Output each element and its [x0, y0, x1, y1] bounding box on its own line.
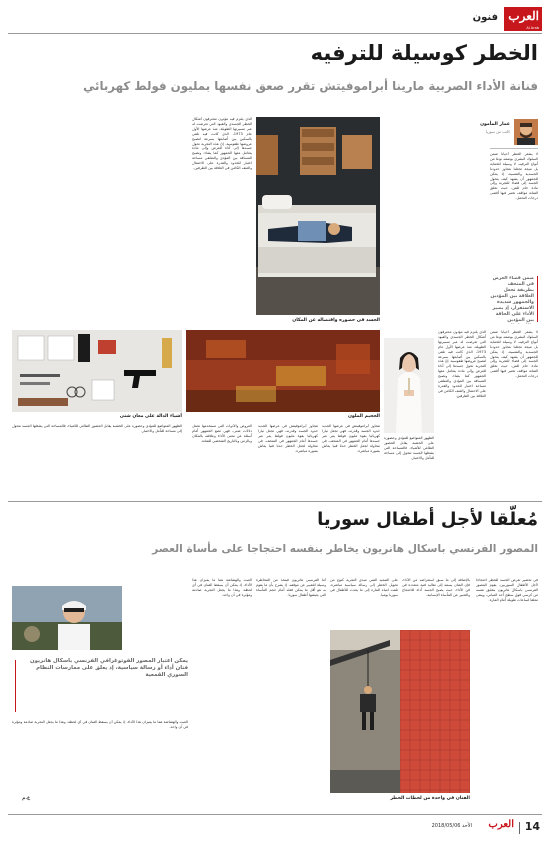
article2-col-3: على الصعيد الفني تتبدى التجربة كنوع من تحويل الخطر إلى رسالة سياسية مباشرة، تلفت انتباه المارة إلى ما يحدث للأطفال في سوريا يوميا.: [330, 578, 398, 597]
article2-subheadline: المصور الفرنسي باسكال هانريون يخاطر بنفسه احتجاجا على مأساة العصر: [152, 543, 538, 555]
article2-col-4: أما الفرنسي هانريون فيتخذ من المخاطرة وسيلة للتعبير عن موقفه، إذ يصرح بأن ما يقوم به هو أقل ما يمكن فعله أمام حجم المأساة التي يعيشها أطفال سوريا.: [256, 578, 326, 597]
hanging-photo: [330, 630, 470, 793]
footer-page-number: 14: [524, 820, 540, 833]
footer-date: الأحد 2018/05/06: [431, 823, 472, 829]
bed-installation-image: [256, 117, 380, 315]
caption-pile-photo: الجحيم الملون: [347, 414, 380, 419]
footer-separator: [519, 822, 520, 834]
tools-photo: [12, 330, 182, 412]
article2-col-5: العبث والهشاشة هما ما يميزان هذا الأداء، إذ يمكن أن يسقط الفنان في أي لحظة، وهذا ما يجعل التجربة صادمة ومؤثرة في آن واحد.: [192, 578, 252, 597]
article-divider: [8, 501, 542, 502]
article2-pullquote: يمكن اعتبار المصور الفوتوغرافي الفرنسي باسكال هانريون فنان أداء أو رسالة سياسية، إذ يعلق على ممارسات النظام السوري القمعية: [29, 658, 188, 678]
article1-body-right: لا يشعر الخطر أحيانا ضمن السلوك البشري بوصفه نوعا من أنواع الترفيه، لا وسيلة للحماية بل نتيجة تجعلنا نتجاوز حدودنا الجسدية والنفسية، إذ يمكن للجمهور أن يشهد كيف يتحول الجسد إلى فضاء للتجربة وإلى مادة خام للفن، حيث تخلق الفنانة مواقف تختبر فيها أقصى درجات التحمل.: [490, 152, 538, 201]
masthead-logo: [504, 7, 542, 31]
caption-main-photo: الجسد في حضوره واقتصاله عن المكان: [292, 318, 380, 323]
footer-rule: [8, 814, 542, 815]
author-role: كاتب من سوريا: [485, 129, 510, 134]
article2-headline: مُعلّقا لأجل أطفال سوريا: [317, 509, 538, 530]
article1-bottom-col-4: العروض والأدوات التي تستخدمها تحمل دلالات شتى، فهي تضع الجمهور أمام أسئلة عن معنى الأداء وعلاقته بالمكان وبالزمن وبالتاريخ الشخصي للفنانة.: [192, 424, 252, 443]
article1-subheadline: فنانة الأداء الصربية مارينا أبراموفيتش تقرر صعق نفسها بمليون فولط كهربائي: [83, 79, 538, 93]
portrait-image: [384, 338, 434, 433]
caption-hanging-photo: الفنان في واحدة من لحظات الخطر: [390, 796, 470, 801]
article1-bottom-col-3: تتجاوز أبراموفيتش في عرضها الجديد حدود الجسد وقدرته، فهي تجعل تيارا كهربائيا بقوة مليون فولط يمر عبر جسدها أمام الجمهور في المتحف، في محاولة لجعل الخطر حدثا فنيا يعاش بصورة مباشرة.: [258, 424, 318, 453]
author-photo-icon: [514, 119, 538, 145]
masthead-logo-latin: Al Arab: [526, 26, 539, 30]
henrion-photo: [12, 586, 122, 650]
article1-bottom-col-1: الظهور المتواضع للمؤدي وحضوره على الخشبة يقابل الحضور الطاغي للأشياء، فالمساحة التي يشغلها الجسد تتحول إلى مساحة للتأمل والاختبار.: [384, 436, 434, 460]
objects-table-image: [12, 330, 182, 412]
article1-pullquote: ضمن فضاء العرض في المتحف بطريقة تجعل العلاقة بين المؤدين والجمهور شديدة الاستقرار، إذ يصير الأداء على الحافة بين المؤدين: [490, 276, 534, 323]
article2-pullquote-bar: [15, 660, 17, 712]
colorful-pile-image: [186, 330, 380, 412]
author-rule: [490, 148, 538, 149]
caption-tools-photo: أشياء الدالة على معان شتى: [119, 414, 182, 419]
article1-body-right-2: لا يشعر الخطر أحيانا ضمن السلوك البشري بوصفه نوعا من أنواع الترفيه، لا وسيلة للحماية بل نتيجة تجعلنا نتجاوز حدودنا الجسدية والنفسية، إذ يمكن للجمهور أن يشهد كيف يتحول الجسد إلى فضاء للتجربة وإلى مادة خام للفن، حيث تخلق الفنانة مواقف تختبر فيها أقصى درجات التحمل.: [490, 330, 538, 379]
article2-col-6: العبث والهشاشة هما ما يميزان هذا الأداء، إذ يمكن أن يسقط الفنان في أي لحظة، وهذا ما يجعل التجربة صادمة ومؤثرة في آن واحد.: [12, 720, 188, 729]
article1-bottom-col-2: تتجاوز أبراموفيتش في عرضها الجديد حدود الجسد وقدرته، فهي تجعل تيارا كهربائيا بقوة مليون فولط يمر عبر جسدها أمام الجمهور في المتحف، في محاولة لجعل الخطر حدثا فنيا يعاش بصورة مباشرة.: [322, 424, 380, 453]
article1-body-center: الذي يلتزم فيه مؤدون محترفون أشكال الخطر الجسدي والقيود التي تعرضت له عبر مسيرتها الطويلة، منذ عرضها الأول عام 1973، الذي كانت فيه تلقي بالسكين بين أصابعها بسرعة لتصبح عروضها طقوسية. إنّ هذه التجربة تحول جسدها إلى أداة للعرض وإلى مادة يتعامل معها الجمهور كما يشاء، وتصبح المسافة بين المؤدي والمتلقي مساحة اختبار للحدود والقدرة على الاحتمال والعنف الكامن في العلاقة بين الطرفين.: [438, 330, 486, 398]
masthead-logo-text: العرب: [508, 9, 539, 23]
masthead-rule: [8, 33, 542, 34]
author-avatar: [514, 119, 538, 145]
article1-body-left: الذي يلتزم فيه مؤدون محترفون أشكال الخطر الجسدي والقيود التي تعرضت له عبر مسيرتها الطويلة، منذ عرضها الأول عام 1973، الذي كانت فيه تلقي بالسكين بين أصابعها بسرعة لتصبح عروضها طقوسية. إنّ هذه التجربة تحول جسدها إلى أداة للعرض وإلى مادة يتعامل معها الجمهور كما يشاء، وتصبح المسافة بين المؤدي والمتلقي مساحة اختبار للحدود والقدرة على الاحتمال والعنف الكامن في العلاقة بين الطرفين.: [192, 117, 252, 171]
pullquote-bar: [537, 276, 539, 322]
section-label: فنون: [472, 12, 498, 23]
footer-logo: العرب: [488, 819, 514, 830]
article1-headline: الخطر كوسيلة للترفيه: [310, 41, 538, 65]
suspended-artist-image: [330, 630, 470, 793]
photographer-portrait-image: [12, 586, 122, 650]
author-name: عمار المأمون: [480, 122, 510, 127]
pile-photo: [186, 330, 380, 412]
article2-col-2: بالإضافة إلى ما سبق استعراضه من الأداء، فإن الفنان يستند إلى تقاليد فنية متعددة في فن الأداء، حيث يصبح الجسد أداة للاحتجاج والتعبير عن المأساة الإنسانية.: [402, 578, 470, 597]
article2-end-mark: ع.م: [22, 796, 30, 801]
main-photo: [256, 117, 380, 315]
article2-col-1: في تحضير تعرض الجسد للخطر احتجاجا لأجل الأطفال السوريين، يقوم المصور الفرنسي باسكال هانريون بتعليق نفسه من كرسي فوق سطح أحد المباني، ويبقى معلقا لساعات طويلة أمام المارة.: [476, 578, 538, 602]
marina-photo: [384, 338, 434, 433]
article1-bottom-col-5: الظهور المتواضع للمؤدي وحضوره على الخشبة يقابل الحضور الطاغي للأشياء، فالمساحة التي يشغلها الجسد تتحول إلى مساحة للتأمل والاختبار.: [12, 424, 182, 433]
